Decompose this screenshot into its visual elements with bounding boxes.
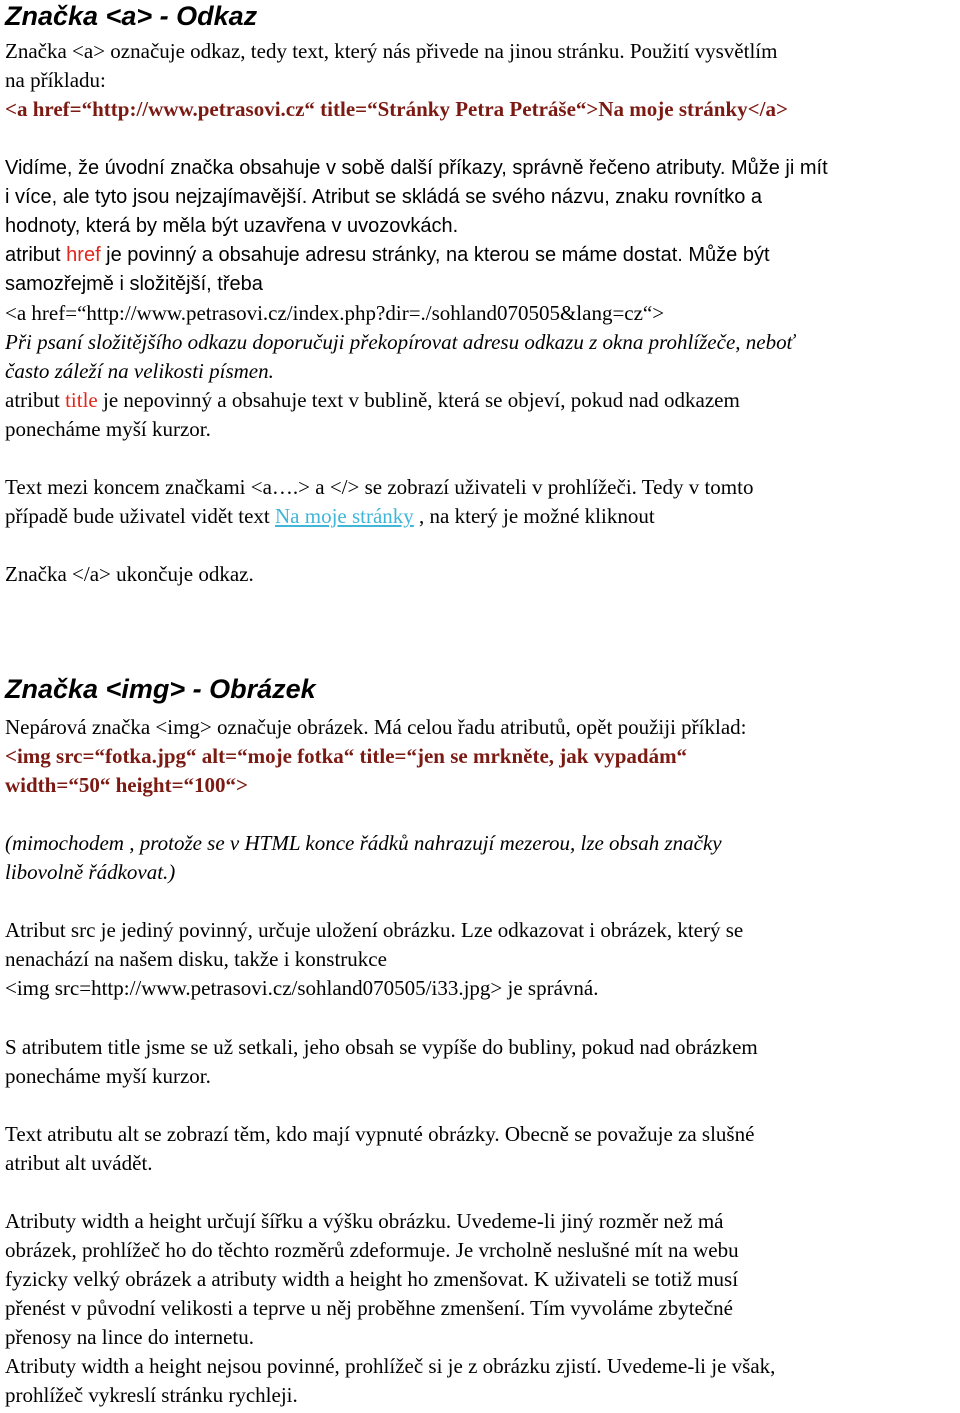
display-prefix: případě bude uživatel vidět text [5,504,275,528]
display-para-line-1: Text mezi koncem značkami <a….> a </> se zobrazí uživateli v prohlížeči. Tedy v tomto [5,475,754,499]
title-para-line-1 [5,386,740,415]
note-line-1: Při psaní složitějšího odkazu doporučuji překopírovat adresu odkazu z okna prohlížeče, neboť [5,330,795,354]
size-line-3: fyzicky velký obrázek a atributy width a height ho zmenšovat. K uživateli se totiž musí [5,1267,739,1291]
intro-line-1: Značka <a> označuje odkaz, tedy text, který nás přivede na jinou stránku. Použití vysvětlím [5,39,778,63]
aside-line-2: libovolně řádkovat.) [5,860,176,884]
size-line-2: obrázek, prohlížeč ho do těchto rozměrů zdeformuje. Je vrcholně neslušné mít na webu [5,1238,739,1262]
size-line-1: Atributy width a height určují šířku a výšku obrázku. Uvedeme-li jiný rozměr než má [5,1209,724,1233]
size-line-6: Atributy width a height nejsou povinné, prohlížeč si je z obrázku zjistí. Uvedeme-li je však, [5,1354,776,1378]
src-para-line-3: <img src=http://www.petrasovi.cz/sohland070505/i33.jpg> je správná. [5,976,599,1000]
title-keyword: title [65,388,98,412]
title-prefix: atribut [5,388,66,412]
img-code-line-1: <img src=“fotka.jpg“ alt=“moje fotka“ title=“jen se mrkněte, jak vypadám“ [5,744,688,768]
display-suffix: , na který je možné kliknout [413,504,655,528]
img-intro: Nepárová značka <img> označuje obrázek. Má celou řadu atributů, opět použiji příklad: [5,715,747,739]
example-code-a: <a href=“http://www.petrasovi.cz“ title=“Stránky Petra Petráše“>Na moje stránky</a> [5,97,788,121]
attr-para-line-1: Vidíme, že úvodní značka obsahuje v sobě další příkazy, správně řečeno atributy. Může ji mít [5,157,828,179]
href-keyword: href [66,244,101,266]
href-suffix: je povinný a obsahuje adresu stránky, na kterou se máme dostat. Může být [100,244,770,266]
img-code-line-2: width=“50“ height=“100“> [5,773,249,797]
href-prefix: atribut [5,244,67,266]
section-heading-a: Značka <a> - Odkaz [5,1,258,31]
note-line-2: často záleží na velikosti písmen. [5,359,274,383]
alt-line-2: atribut alt uvádět. [5,1151,153,1175]
closing-line: Značka </a> ukončuje odkaz. [5,562,254,586]
intro-line-2: na příkladu: [5,68,106,92]
aside-line-1: (mimochodem , protože se v HTML konce řádků nahrazují mezerou, lze obsah značky [5,831,722,855]
section-heading-img: Značka <img> - Obrázek [5,674,316,704]
href-code-example: <a href=“http://www.petrasovi.cz/index.php?dir=./sohland070505&lang=cz“> [5,301,665,325]
href-para-line-2: samozřejmě i složitější, třeba [5,273,263,295]
title-para-line-2: ponecháme myší kurzor. [5,417,211,441]
src-para-line-2: nenachází na našem disku, takže i konstrukce [5,947,387,971]
example-link[interactable]: Na moje stránky [275,504,414,528]
img-title-line-1: S atributem title jsme se už setkali, jeho obsah se vypíše do bubliny, pokud nad obrázkem [5,1035,758,1059]
size-line-4: přenést v původní velikosti a teprve u něj proběhne zmenšení. Tím vyvoláme zbytečné [5,1296,733,1320]
src-para-line-1: Atribut src je jediný povinný, určuje uložení obrázku. Lze odkazovat i obrázek, který se [5,918,744,942]
img-title-line-2: ponecháme myší kurzor. [5,1064,211,1088]
attr-para-line-3: hodnoty, která by měla být uzavřena v uvozovkách. [5,215,459,237]
title-suffix: je nepovinný a obsahuje text v bublině, která se objeví, pokud nad odkazem [97,388,740,412]
attr-para-line-2: i více, ale tyto jsou nejzajímavější. Atribut se skládá se svého názvu, znaku rovnítko a [5,186,763,208]
alt-line-1: Text atributu alt se zobrazí těm, kdo mají vypnuté obrázky. Obecně se považuje za slušné [5,1122,755,1146]
size-line-7: prohlížeč vykreslí stránku rychleji. [5,1383,298,1407]
href-para-line-1 [5,241,770,270]
display-para-line-2 [5,502,655,531]
size-line-5: přenosy na lince do internetu. [5,1325,255,1349]
